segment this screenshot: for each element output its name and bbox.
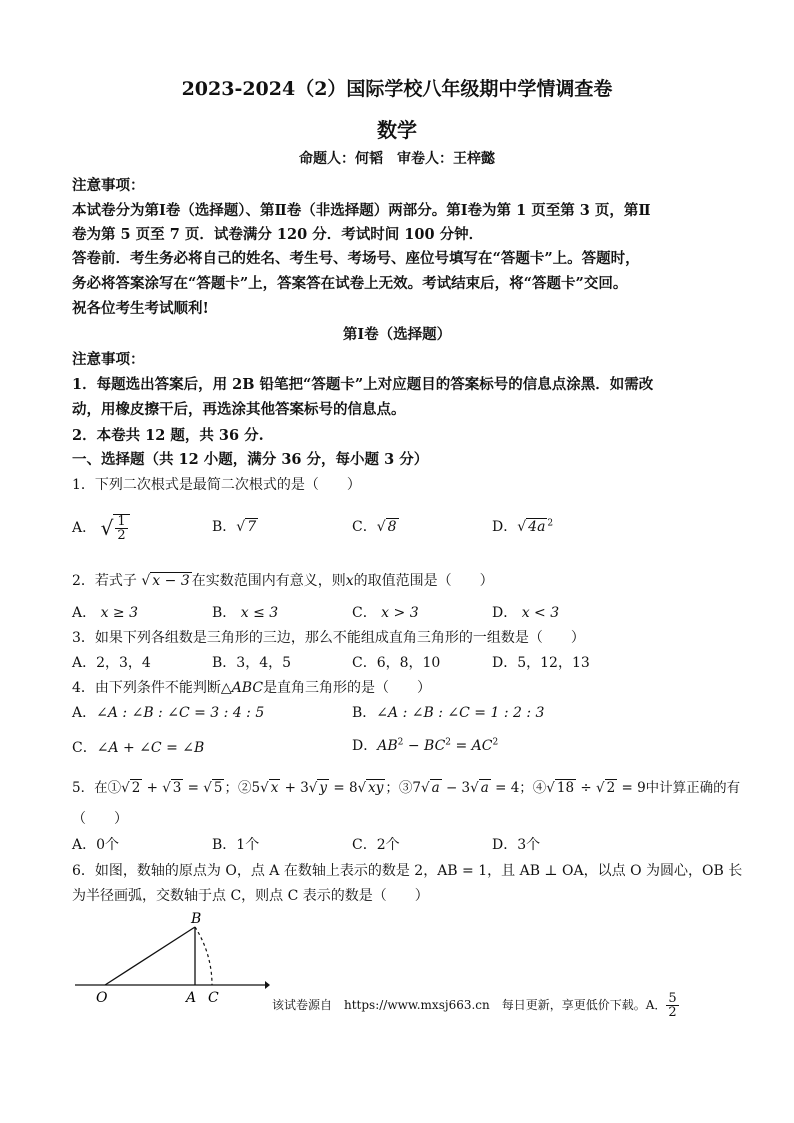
question-3-stem: 3．如果下列各组数是三角形的三边，那么不能组成直角三角形的一组数是（ ）	[72, 630, 585, 646]
source-footer: 该试卷源自 https://www.mxsj663.cn 每日更新，享更低价下载。A． $\frac{5}{2}$	[272, 991, 677, 1020]
q4-option-b: B．∠A : ∠B : ∠C = 1 : 2 : 3	[352, 705, 545, 721]
q2-option-c: C． x > 3	[352, 605, 419, 621]
question-6-line: 6．如图，数轴的原点为 O，点 A 在数轴上表示的数是 2，AB = 1，且 AB ⊥ OA，以点 O 为圆心，OB 长	[72, 863, 743, 879]
q4-option-a: A．∠A : ∠B : ∠C = 3 : 4 : 5	[72, 705, 265, 721]
label-c: C	[208, 990, 219, 1005]
question-5-answer-blank: （ ）	[72, 811, 128, 827]
notice-line: 本试卷分为第Ⅰ卷（选择题）、第Ⅱ卷（非选择题）两部分。第Ⅰ卷为第 1 页至第 3 页，第Ⅱ	[72, 202, 651, 219]
q5-option-c: C．2个	[352, 837, 400, 853]
q1-option-c: C．√ 8	[352, 519, 397, 535]
part1-notice-line: 动，用橡皮擦干后，再选涂其他答案标号的信息点。	[72, 401, 406, 418]
part1-notice-line: 2．本卷共 12 题，共 36 分.	[72, 427, 264, 444]
question-5-stem: 5．在①√ 2 + √ 3 = √ 5 ；②5√ x + 3√ y = 8√ xy ；③7√ a − 3√ a = 4；④√ 18 ÷ √ 2 = 9中计算正确的有	[72, 780, 741, 796]
notice-heading: 注意事项：	[72, 177, 145, 194]
part1-heading: 第Ⅰ卷（选择题）	[342, 326, 452, 343]
arc-oc	[195, 927, 212, 985]
q3-option-b: B．3，4，5	[212, 655, 292, 671]
notice-line: 祝各位考生考试顺利!	[72, 300, 209, 317]
number-line-arrow	[265, 981, 270, 989]
label-b: B	[191, 911, 202, 927]
notice-line: 卷为第 5 页至 7 页．试卷满分 120 分．考试时间 100 分钟．	[72, 226, 484, 243]
segment-ob	[105, 927, 195, 985]
subject-heading: 数学	[377, 118, 417, 142]
q1-option-d: D．√ 4a $^2$	[492, 518, 554, 535]
q4-option-c: C．∠A + ∠C = ∠B	[72, 740, 205, 756]
notice-line: 答卷前．考生务必将自己的姓名、考生号、考场号、座位号填写在“答题卡”上。答题时，	[72, 250, 640, 267]
part1-notice-line: 1．每题选出答案后，用 2B 铅笔把“答题卡”上对应题目的答案标号的信息点涂黑．如需改	[72, 376, 654, 393]
number-line-figure	[70, 910, 270, 1005]
question-1-stem: 1．下列二次根式是最简二次根式的是（ ）	[72, 477, 361, 493]
q5-option-a: A．0个	[72, 837, 120, 853]
notice-line: 务必将答案涂写在“答题卡”上，答案答在试卷上无效。考试结束后，将“答题卡”交回。	[72, 275, 628, 292]
q3-option-c: C．6，8，10	[352, 655, 441, 671]
question-6-line: 为半径画弧，交数轴于点 C，则点 C 表示的数是（ ）	[72, 888, 429, 904]
label-o: O	[96, 990, 108, 1005]
q1-option-b: B．√ 7	[212, 519, 257, 535]
q5-option-b: B．1个	[212, 837, 260, 853]
q2-option-d: D． x < 3	[492, 605, 560, 621]
label-a: A	[186, 990, 197, 1005]
q3-option-d: D．5，12，13	[492, 655, 590, 671]
question-2-stem: 2．若式子 √ x − 3 在实数范围内有意义，则x的取值范围是（ ）	[72, 573, 494, 589]
authors-line: 命题人：何韬 审卷人：王梓懿	[299, 151, 495, 167]
q1-option-a: A． √ $\frac{1}{2}$	[72, 514, 130, 542]
q2-option-b: B． x ≤ 3	[212, 605, 279, 621]
q4-option-d: D．$AB^2 - BC^2 = AC^2$	[352, 737, 499, 754]
exam-title: 2023-2024（2）国际学校八年级期中学情调查卷	[181, 78, 613, 100]
q3-option-a: A．2，3，4	[72, 655, 151, 671]
q2-option-a: A． x ≥ 3	[72, 605, 139, 621]
section-heading: 一、选择题（共 12 小题，满分 36 分，每小题 3 分）	[72, 451, 429, 468]
part1-notice-heading: 注意事项：	[72, 351, 145, 368]
q5-option-d: D．3个	[492, 837, 541, 853]
question-4-stem: 4．由下列条件不能判断△ABC是直角三角形的是（ ）	[72, 680, 432, 696]
